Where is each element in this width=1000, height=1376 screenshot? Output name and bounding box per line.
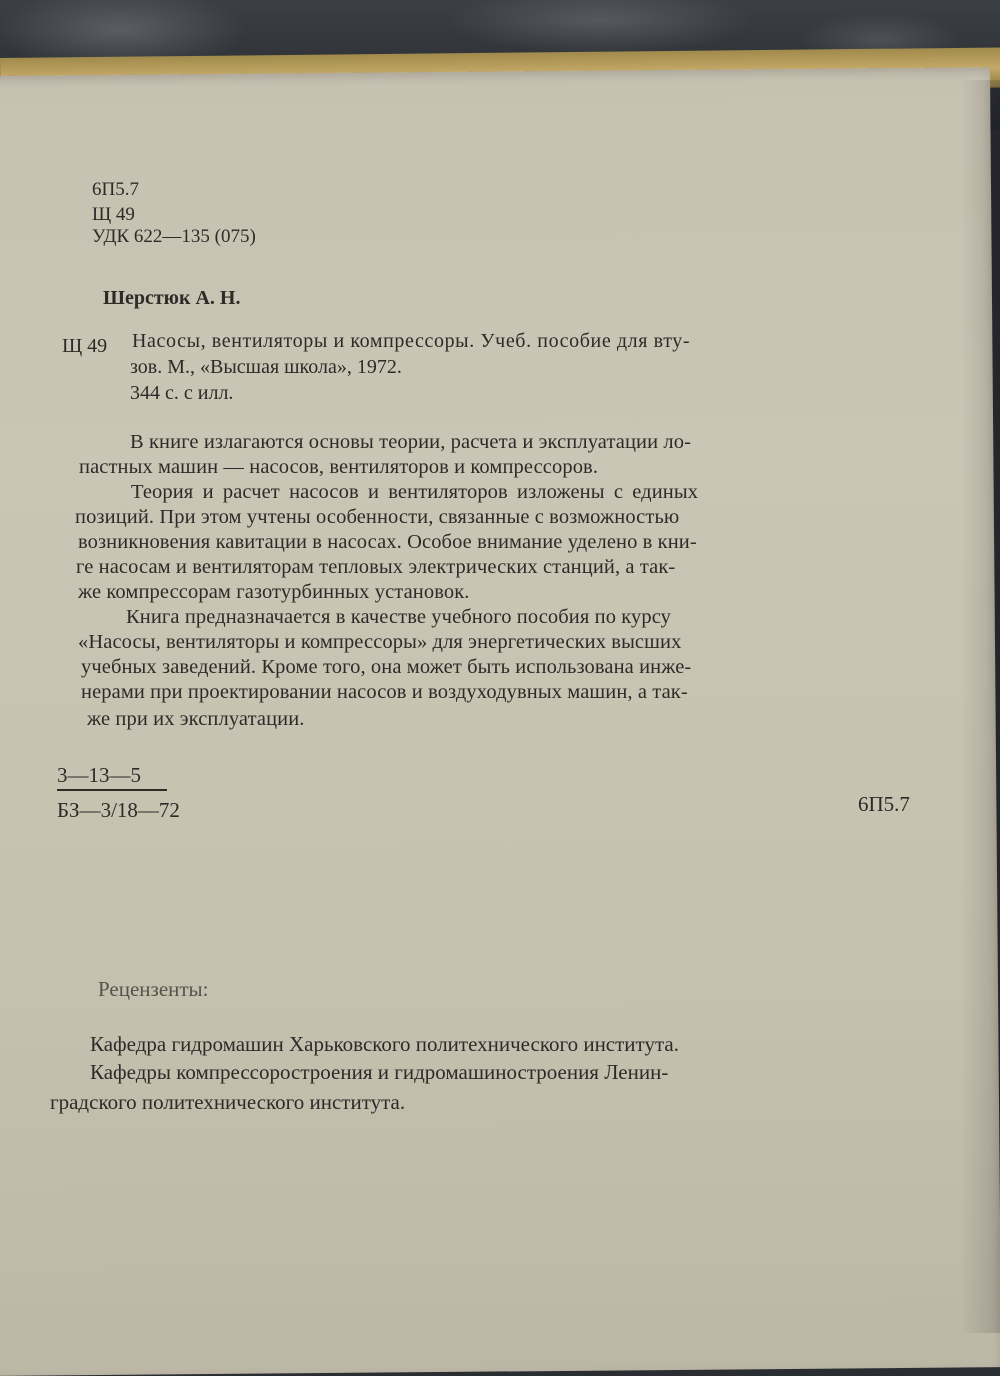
abstract-line-11: нерами при проектировании насосов и воздуходувных машин, а так- bbox=[81, 681, 688, 703]
abstract-line-10: учебных заведений. Кроме того, она может быть использована инже- bbox=[81, 656, 692, 678]
citation-mark: Щ 49 bbox=[62, 335, 108, 357]
code-right: 6П5.7 bbox=[858, 792, 910, 816]
page-shadow bbox=[960, 80, 1000, 1333]
abstract-line-7: же компрессорам газотурбинных установок. bbox=[78, 581, 470, 603]
index-code: 6П5.7 bbox=[92, 179, 139, 200]
abstract-line-3: Теория и расчет насосов и вентиляторов изложены с единых bbox=[131, 481, 699, 503]
reviewers-heading: Рецензенты: bbox=[98, 977, 209, 1001]
abstract-line-8: Книга предназначается в качестве учебного пособия по курсу bbox=[126, 606, 672, 628]
abstract-line-1: В книге излагаются основы теории, расчета и эксплуатации ло- bbox=[130, 431, 692, 453]
citation-line-2: зов. М., «Высшая школа», 1972. bbox=[130, 356, 402, 378]
reviewer-line-2: Кафедры компрессоростроения и гидромашиностроения Ленин- bbox=[90, 1060, 669, 1084]
code-denominator: БЗ—3/18—72 bbox=[57, 798, 180, 822]
udk-code: УДК 622—135 (075) bbox=[92, 226, 256, 247]
abstract-line-5: возникновения кавитации в насосах. Особое внимание уделено в кни- bbox=[78, 531, 697, 553]
fraction-bar bbox=[57, 789, 167, 791]
citation-line-1: Насосы, вентиляторы и компрессоры. Учеб. пособие для вту- bbox=[132, 330, 691, 352]
abstract-line-6: ге насосам и вентиляторам тепловых электрических станций, а так- bbox=[76, 556, 676, 578]
reviewer-line-1: Кафедра гидромашин Харьковского политехнического института. bbox=[90, 1032, 679, 1056]
author-mark: Щ 49 bbox=[92, 204, 135, 225]
abstract-line-12: же при их эксплуатации. bbox=[87, 708, 305, 730]
author-name: Шерстюк А. Н. bbox=[103, 287, 241, 309]
citation-line-3: 344 с. с илл. bbox=[130, 382, 234, 404]
abstract-line-9: «Насосы, вентиляторы и компрессоры» для энергетических высших bbox=[78, 631, 682, 653]
abstract-line-2: пастных машин — насосов, вентиляторов и компрессоров. bbox=[79, 456, 599, 478]
abstract-line-4: позиций. При этом учтены особенности, связанные с возможностью bbox=[75, 506, 680, 528]
reviewer-line-3: градского политехнического института. bbox=[50, 1090, 406, 1114]
code-numerator: 3—13—5 bbox=[57, 763, 141, 787]
